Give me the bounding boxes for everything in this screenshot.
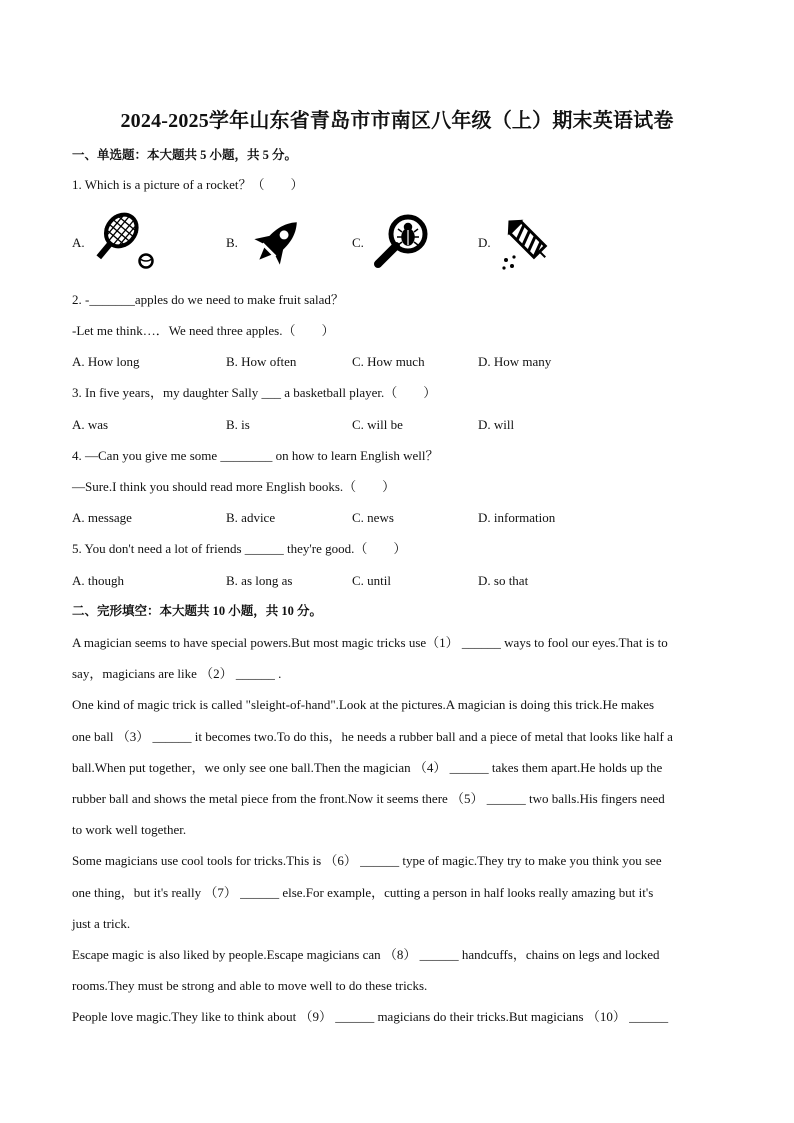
question-3-stem: 3. In five years，my daughter Sally ___ a basketball player.（ ） <box>72 385 437 400</box>
question-5-stem: 5. You don't need a lot of friends ______ they're good.（ ） <box>72 541 407 556</box>
q5-option-b: B. as long as <box>226 573 293 588</box>
firework-icon <box>498 210 560 272</box>
q2-option-c: C. How much <box>352 354 425 369</box>
q2-option-a: A. How long <box>72 354 140 369</box>
q4-option-b: B. advice <box>226 510 276 525</box>
q5-option-a: A. though <box>72 573 124 588</box>
cloze-line-12: rooms.They must be strong and able to move well to do these tricks. <box>72 978 428 993</box>
q1-option-c-label: C. <box>352 235 364 250</box>
q3-option-d: D. will <box>478 417 515 432</box>
cloze-line-11: Escape magic is also liked by people.Escape magicians can （8） ______ handcuffs，chains on legs and locked <box>72 947 660 962</box>
q3-option-c: C. will be <box>352 417 403 432</box>
section-heading-single-choice: 一、单选题：本大题共 5 小题，共 5 分。 <box>72 148 298 162</box>
tennis-racket-icon <box>96 212 158 272</box>
cloze-line-4: one ball （3） ______ it becomes two.To do this，he needs a rubber ball and a piece of metal that looks like half a <box>72 729 673 744</box>
q3-option-a: A. was <box>72 417 109 432</box>
cloze-line-10: just a trick. <box>72 916 131 931</box>
cloze-line-3: One kind of magic trick is called "sleight-of-hand".Look at the pictures.A magician is doing this trick.He makes <box>72 697 655 712</box>
cloze-line-8: Some magicians use cool tools for tricks.This is （6） ______ type of magic.They try to make you think you see <box>72 853 662 868</box>
q4-option-c: C. news <box>352 510 394 525</box>
question-1-stem: 1. Which is a picture of a rocket？（ ） <box>72 177 304 192</box>
rocket-icon <box>246 212 308 272</box>
question-4-stem-2: —Sure.I think you should read more English books.（ ） <box>72 479 396 494</box>
cloze-line-7: to work well together. <box>72 822 187 837</box>
q3-option-b: B. is <box>226 417 250 432</box>
cloze-line-1: A magician seems to have special powers.But most magic tricks use（1） ______ ways to fool our eyes.That is to <box>72 635 668 650</box>
q5-option-d: D. so that <box>478 573 529 588</box>
question-4-stem: 4. —Can you give me some ________ on how to learn English well？ <box>72 448 439 463</box>
question-2-stem: 2. -_______apples do we need to make fruit salad？ <box>72 292 344 307</box>
q5-option-c: C. until <box>352 573 392 588</box>
page-title: 2024-2025学年山东省青岛市市南区八年级（上）期末英语试卷 <box>120 110 674 132</box>
q1-option-a-label: A. <box>72 235 85 250</box>
cloze-line-9: one thing，but it's really （7） ______ else.For example，cutting a person in half looks really amazing but it's <box>72 885 654 900</box>
cloze-line-5: ball.When put together，we only see one ball.Then the magician （4） ______ takes them apart.He holds up the <box>72 760 663 775</box>
cloze-line-13: People love magic.They like to think about （9） ______ magicians do their tricks.But magicians （10） ______ <box>72 1009 669 1024</box>
q2-option-b: B. How often <box>226 354 297 369</box>
q1-option-d-label: D. <box>478 235 491 250</box>
question-2-stem-2: -Let me think…．We need three apples.（ ） <box>72 323 335 338</box>
section-heading-cloze: 二、完形填空：本大题共 10 小题，共 10 分。 <box>72 604 323 618</box>
cloze-line-6: rubber ball and shows the metal piece from the front.Now it seems there （5） ______ two balls.His fingers need <box>72 791 665 806</box>
magnifier-bug-icon <box>372 210 434 272</box>
q1-option-b-label: B. <box>226 235 238 250</box>
q2-option-d: D. How many <box>478 354 552 369</box>
q4-option-a: A. message <box>72 510 132 525</box>
cloze-line-2: say，magicians are like （2） ______ . <box>72 666 282 681</box>
q4-option-d: D. information <box>478 510 556 525</box>
